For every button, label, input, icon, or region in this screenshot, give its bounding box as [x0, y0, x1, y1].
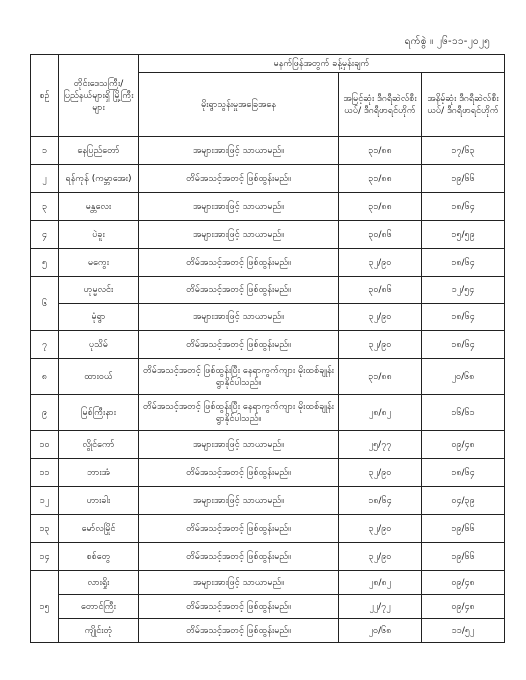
- row-number: ၁၄: [31, 543, 59, 571]
- min-temp: ၁၉/၆၆: [422, 543, 505, 571]
- city-name: ကျိုင်းတုံ: [59, 619, 139, 643]
- city-name: မကွေး: [59, 249, 139, 277]
- city-name: မန္တလေး: [59, 193, 139, 221]
- min-temp: ၁၇/၆၃: [422, 137, 505, 165]
- table-row: [31, 221, 505, 249]
- city-name: ပဲခူး: [59, 221, 139, 249]
- rain-condition: တိမ်အသင့်အတင့် ဖြစ်ထွန်းပြီး နေရာကွက်ကျား မိုးထစ်ချုန်းရွာနိုင်ပါသည်။: [139, 359, 339, 395]
- table-row: [31, 249, 505, 277]
- min-temp: ၁၈/၆၄: [422, 459, 505, 487]
- rain-condition: အများအားဖြင့် သာယာမည်။: [139, 137, 339, 165]
- row-number: ၁၅: [31, 571, 59, 643]
- rain-condition: တိမ်အသင့်အတင့် ဖြစ်ထွန်းမည်။: [139, 459, 339, 487]
- row-number: ၄: [31, 221, 59, 249]
- min-temp: ၁၆/၆၁: [422, 395, 505, 431]
- table-row: [31, 459, 505, 487]
- rain-condition: တိမ်အသင့်အတင့် ဖြစ်ထွန်းမည်။: [139, 277, 339, 304]
- row-number: ၆: [31, 277, 59, 331]
- max-temp: ၃၂/၉၀: [339, 515, 422, 543]
- rain-condition: အများအားဖြင့် သာယာမည်။: [139, 571, 339, 595]
- max-temp: ၃၀/၈၆: [339, 277, 422, 304]
- table-row: [31, 595, 505, 619]
- row-number: ၁၃: [31, 515, 59, 543]
- city-name: ထားဝယ်: [59, 359, 139, 395]
- min-temp: ၁၈/၆၄: [422, 249, 505, 277]
- row-number: ၃: [31, 193, 59, 221]
- max-temp: ၃၁/၈၈: [339, 137, 422, 165]
- city-name: လားရှိုး: [59, 571, 139, 595]
- min-temp: ၀၉/၄၈: [422, 571, 505, 595]
- table-row: [31, 515, 505, 543]
- max-temp: ၂၈/၈၂: [339, 395, 422, 431]
- rain-condition: တိမ်အသင့်အတင့် ဖြစ်ထွန်းမည်။: [139, 165, 339, 193]
- max-temp: ၃၂/၉၀: [339, 331, 422, 359]
- rain-condition: တိမ်အသင့်အတင့် ဖြစ်ထွန်းပြီး နေရာကွက်ကျား မိုးထစ်ချုန်းရွာနိုင်ပါသည်။: [139, 395, 339, 431]
- table-row: [31, 193, 505, 221]
- max-temp: ၁၈/၆၄: [339, 487, 422, 515]
- min-temp: ၁၅/၅၉: [422, 221, 505, 249]
- city-name: ဟားခါး: [59, 487, 139, 515]
- city-name: ပုသိမ်: [59, 331, 139, 359]
- rain-condition: တိမ်အသင့်အတင့် ဖြစ်ထွန်းမည်။: [139, 249, 339, 277]
- rain-condition: တိမ်အသင့်အတင့် ဖြစ်ထွန်းမည်။: [139, 619, 339, 643]
- city-name: လွိုင်ကော်: [59, 431, 139, 459]
- header-max-temp: အမြင့်ဆုံး ဒီဂရီဆဲလ်စီးယပ်/ ဒီဂရီဖာရင်ဟိုက်: [339, 73, 422, 137]
- row-number: ၅: [31, 249, 59, 277]
- min-temp: ၀၄/၃၉: [422, 487, 505, 515]
- row-number: ၇: [31, 331, 59, 359]
- city-name: မော်လမြိုင်: [59, 515, 139, 543]
- rain-condition: အများအားဖြင့် သာယာမည်။: [139, 487, 339, 515]
- max-temp: ၃၂/၉၀: [339, 249, 422, 277]
- row-number: ၁၀: [31, 431, 59, 459]
- max-temp: ၃၂/၉၀: [339, 543, 422, 571]
- rain-condition: တိမ်အသင့်အတင့် ဖြစ်ထွန်းမည်။: [139, 595, 339, 619]
- row-number: ၁၁: [31, 459, 59, 487]
- min-temp: ၁၈/၆၄: [422, 193, 505, 221]
- table-row: [31, 359, 505, 395]
- city-name: ဘားအံ: [59, 459, 139, 487]
- max-temp: ၂၂/၇၂: [339, 595, 422, 619]
- rain-condition: တိမ်အသင့်အတင့် ဖြစ်ထွန်းမည်။: [139, 515, 339, 543]
- max-temp: ၃၁/၈၈: [339, 165, 422, 193]
- table-row: [31, 304, 505, 331]
- forecast-table: [30, 54, 505, 643]
- table-row: [31, 431, 505, 459]
- max-temp: ၃၂/၉၀: [339, 304, 422, 331]
- min-temp: ၁၉/၆၆: [422, 165, 505, 193]
- header-forecast: မနက်ဖြန်အတွက် ခန့်မှန်းချက်: [139, 55, 505, 73]
- max-temp: ၃၁/၈၈: [339, 359, 422, 395]
- max-temp: ၂၈/၈၂: [339, 571, 422, 595]
- city-name: ရန်ကုန် (ကမ္ဘာအေး): [59, 165, 139, 193]
- rain-condition: တိမ်အသင့်အတင့် ဖြစ်ထွန်းမည်။: [139, 331, 339, 359]
- date-label: ရက်စွဲ ။ ၂၆-၁၁-၂၀၂၅: [404, 36, 490, 47]
- max-temp: ၂၅/၇၇: [339, 431, 422, 459]
- row-number: ၉: [31, 395, 59, 431]
- city-name: စစ်တွေ: [59, 543, 139, 571]
- max-temp: ၃၂/၉၀: [339, 459, 422, 487]
- min-temp: ၂၀/၆၈: [422, 359, 505, 395]
- table-row: [31, 543, 505, 571]
- rain-condition: အများအားဖြင့် သာယာမည်။: [139, 221, 339, 249]
- rain-condition: အများအားဖြင့် သာယာမည်။: [139, 193, 339, 221]
- table-row: [31, 277, 505, 304]
- table-row: [31, 165, 505, 193]
- min-temp: ၁၉/၆၆: [422, 515, 505, 543]
- city-name: ဟုမ္မလင်း: [59, 277, 139, 304]
- city-name: မြစ်ကြီးနား: [59, 395, 139, 431]
- min-temp: ၀၉/၄၈: [422, 431, 505, 459]
- min-temp: ၀၉/၄၈: [422, 595, 505, 619]
- table-row: [31, 619, 505, 643]
- rain-condition: အများအားဖြင့် သာယာမည်။: [139, 431, 339, 459]
- min-temp: ၁၁/၅၂: [422, 619, 505, 643]
- min-temp: ၁၂/၅၄: [422, 277, 505, 304]
- city-name: နေပြည်တော်: [59, 137, 139, 165]
- table-row: [31, 487, 505, 515]
- row-number: ၁: [31, 137, 59, 165]
- city-name: မုံရွာ: [59, 304, 139, 331]
- header-no: စဉ်: [31, 55, 59, 137]
- rain-condition: အများအားဖြင့် သာယာမည်။: [139, 304, 339, 331]
- row-number: ၈: [31, 359, 59, 395]
- header-region: တိုင်းဒေသကြီး/ ပြည်နယ်များရှိ မြို့ကြီးများ: [59, 55, 139, 137]
- table-row: [31, 571, 505, 595]
- city-name: တောင်ကြီး: [59, 595, 139, 619]
- max-temp: ၃၁/၈၈: [339, 193, 422, 221]
- row-number: ၂: [31, 165, 59, 193]
- table-row: [31, 395, 505, 431]
- rain-condition: တိမ်အသင့်အတင့် ဖြစ်ထွန်းမည်။: [139, 543, 339, 571]
- min-temp: ၁၈/၆၄: [422, 331, 505, 359]
- row-number: ၁၂: [31, 487, 59, 515]
- header-condition: မိုးရွာသွန်းမှုအခြေအနေ: [139, 73, 339, 137]
- table-row: [31, 137, 505, 165]
- table-row: [31, 331, 505, 359]
- max-temp: ၃၀/၈၆: [339, 221, 422, 249]
- min-temp: ၁၈/၆၄: [422, 304, 505, 331]
- header-min-temp: အနိမ့်ဆုံး ဒီဂရီဆဲလ်စီးယပ်/ ဒီဂရီဖာရင်ဟိုက်: [422, 73, 505, 137]
- max-temp: ၂၀/၆၈: [339, 619, 422, 643]
